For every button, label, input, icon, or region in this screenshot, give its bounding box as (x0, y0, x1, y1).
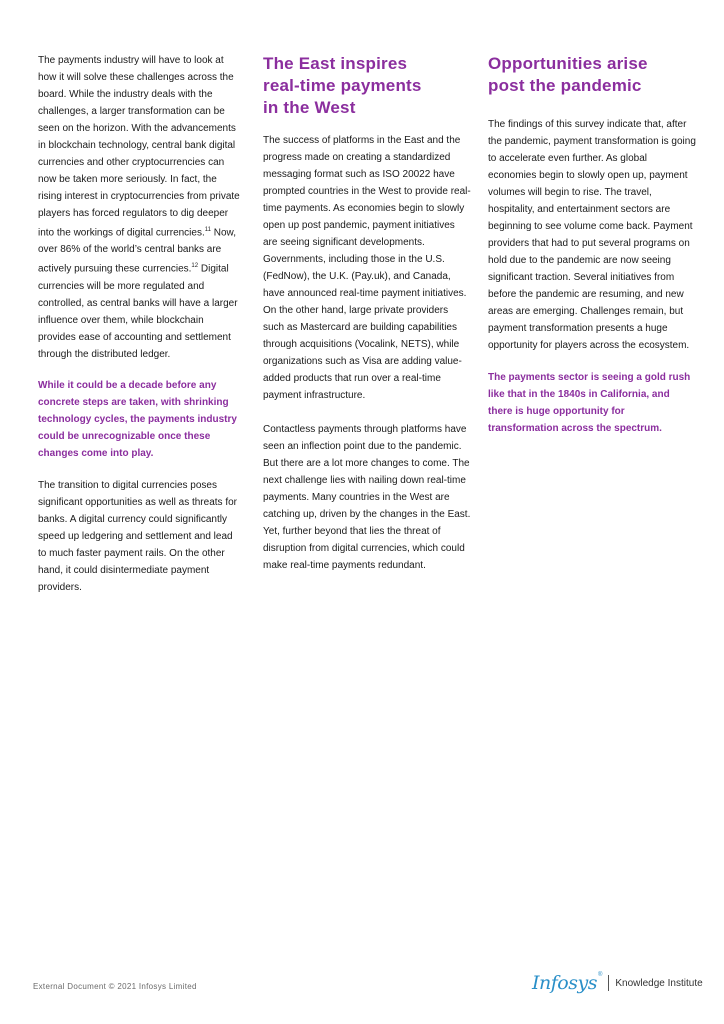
column-left (38, 0, 243, 596)
findings-paragraph: The findings of this survey indicate that, after the pandemic, payment transformation is going to accelerate even further. As global economies begin to slowly open up, payment volumes will begin to rise. The travel, hospitality, and entertainment sectors are beginning to see volume come back. Payment providers that had to put several programs on hold due to the pandemic are now seeing significant traction. Several initiatives from before the pandemic are resuming, and new areas are emerging. Challenges remain, but payment transformation presents a huge opportunity for players across the ecosystem. (488, 119, 696, 351)
realtime-payments-paragraph: The success of platforms in the East and the progress made on creating a standardized messaging format such as ISO 20022 have prompted countries in the West to provide real-time payments. As economies begin to slowly open up post pandemic, payment initiatives are seeing significant developments. Governments, including those in the U.S. (FedNow), the U.K. (Pay.uk), and Canada, have announced real-time payment initiatives. On the other hand, large private providers such as Mastercard are building capabilities through acquisitions (Vocalink, NETS), while organizations such as Visa are adding value-added products that run over a real-time payment infrastructure. (263, 135, 471, 401)
intro-paragraph: The payments industry will have to look at how it will solve these challenges across the board. While the industry deals with the challenges, a larger transformation can be seen on the horizon. With the advancements in blockchain technology, central bank digital currencies and other cryptocurrencies can now be taken more seriously. In fact, the rising interest in cryptocurrencies from private players has forced regulators to dig deeper into the workings of digital currencies.$^{11}$ Now, over 86% of the world’s central banks are actively pursuing these currencies.$^{12}$ Digital currencies will be more regulated and controlled, as central banks will have a larger influence over them, while blockchain provides ease of accounting and settlement through the distributed ledger. (38, 55, 240, 360)
footer-copyright: External Document © 2021 Infosys Limited (33, 982, 197, 991)
knowledge-institute-label: Knowledge Institute (615, 977, 703, 989)
contactless-paragraph: Contactless payments through platforms have seen an inflection point due to the pandemic. But there are a lot more changes to come. The next challenge lies with nailing down real-time payments. Many countries in the West are catching up, driven by the changes in the East. Yet, further beyond that lies the threat of disruption from digital currencies, which could make real-time payments redundant. (263, 424, 471, 571)
logo-divider (608, 975, 609, 991)
infosys-logo-wordmark: Infosys (532, 972, 597, 994)
pull-quote-left: While it could be a decade before any concrete steps are taken, with shrinking technology cycles, the payments industry could be unrecognizable once these changes come into play. (38, 379, 237, 459)
section-heading-east: The East inspires real-time payments in the West (263, 54, 422, 117)
column-right (488, 0, 696, 437)
infosys-knowledge-institute-logo (532, 971, 703, 995)
registered-mark: ® (597, 972, 603, 978)
footnote-ref-11[interactable]: 11 (204, 227, 211, 233)
column-middle (263, 0, 471, 574)
pull-quote-right: The payments sector is seeing a gold rush like that in the 1840s in California, and there is huge opportunity for transformation across the spectrum. (488, 372, 691, 434)
footnote-ref-12[interactable]: 12 (191, 263, 199, 270)
digital-currency-paragraph: The transition to digital currencies poses significant opportunities as well as threats for banks. A digital currency could significantly speed up ledgering and settlement and lead to much faster payment rails. On the other hand, it could disintermediate payment providers. (38, 479, 237, 593)
section-heading-opportunities: Opportunities arise post the pandemic (488, 54, 648, 95)
